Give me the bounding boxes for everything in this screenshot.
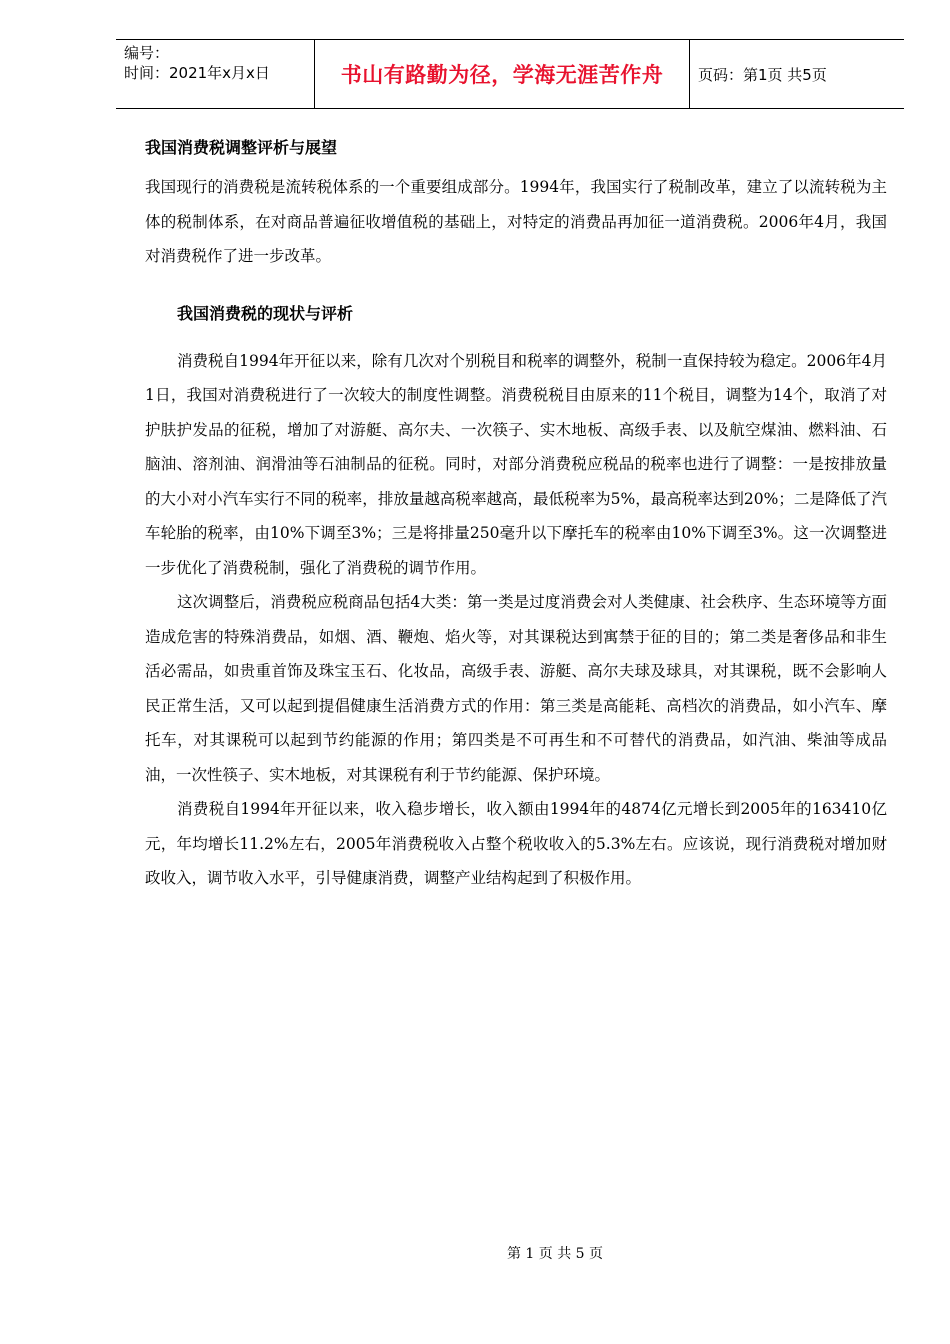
header-motto: 书山有路勤为径，学海无涯苦作舟 — [315, 40, 690, 108]
document-body — [145, 128, 887, 896]
intro-paragraph: 我国现行的消费税是流转税体系的一个重要组成部分。1994年，我国实行了税制改革，建立了以流转税为主体的税制体系，在对商品普遍征收增值税的基础上，对特定的消费品再加征一道消费税。2006年4月，我国对消费税作了进一步改革。 — [145, 178, 887, 265]
page-header — [116, 39, 904, 109]
header-info-cell — [116, 40, 315, 108]
body-paragraph-1: 消费税自1994年开征以来，除有几次对个别税目和税率的调整外，税制一直保持较为稳定。2006年4月1日，我国对消费税进行了一次较大的制度性调整。消费税税目由原来的11个税目，调整为14个，取消了对护肤护发品的征税，增加了对游艇、高尔夫、一次筷子、实木地板、高级手表、以及航空煤油、燃料油、石脑油、溶剂油、润滑油等石油制品的征税。同时，对部分消费税应税品的税率也进行了调整：一是按排放量的大小对小汽车实行不同的税率，排放量越高税率越高，最低税率为5%，最高税率达到20%；二是降低了汽车轮胎的税率，由10%下调至3%；三是将排量250毫升以下摩托车的税率由10%下调至3%。这一次调整进一步优化了消费税制，强化了消费税的调节作用。 — [145, 351, 887, 577]
body-paragraph-3: 消费税自1994年开征以来，收入稳步增长，收入额由1994年的4874亿元增长到2005年的163410亿元，年均增长11.2%左右，2005年消费税收入占整个税收收入的5.3%左右。应该说，现行消费税对增加财政收入，调节收入水平，引导健康消费，调整产业结构起到了积极作用。 — [145, 800, 887, 887]
header-page-label: 页码：第1页 共5页 — [698, 65, 827, 84]
doc-number-label: 编号： — [124, 44, 170, 62]
section-heading: 我国消费税的现状与评析 — [177, 303, 354, 323]
body-paragraph-2: 这次调整后，消费税应税商品包括4大类：第一类是过度消费会对人类健康、社会秩序、生态环境等方面造成危害的特殊消费品，如烟、酒、鞭炮、焰火等，对其课税达到寓禁于征的目的；第二类是奢侈品和非生活必需品，如贵重首饰及珠宝玉石、化妆品，高级手表、游艇、高尔夫球及球具，对其课税，既不会影响人民正常生活，又可以起到提倡健康生活消费方式的作用：第三类是高能耗、高档次的消费品，如小汽车、摩托车，对其课税可以起到节约能源的作用；第四类是不可再生和不可替代的消费品，如汽油、柴油等成品油，一次性筷子、实木地板，对其课税有利于节约能源、保护环境。 — [145, 593, 887, 784]
document-title: 我国消费税调整评析与展望 — [145, 138, 338, 157]
page-footer — [0, 1243, 950, 1263]
time-label: 时间：2021年x月x日 — [124, 64, 270, 82]
footer-page-number: 第 1 页 共 5 页 — [506, 1246, 604, 1262]
